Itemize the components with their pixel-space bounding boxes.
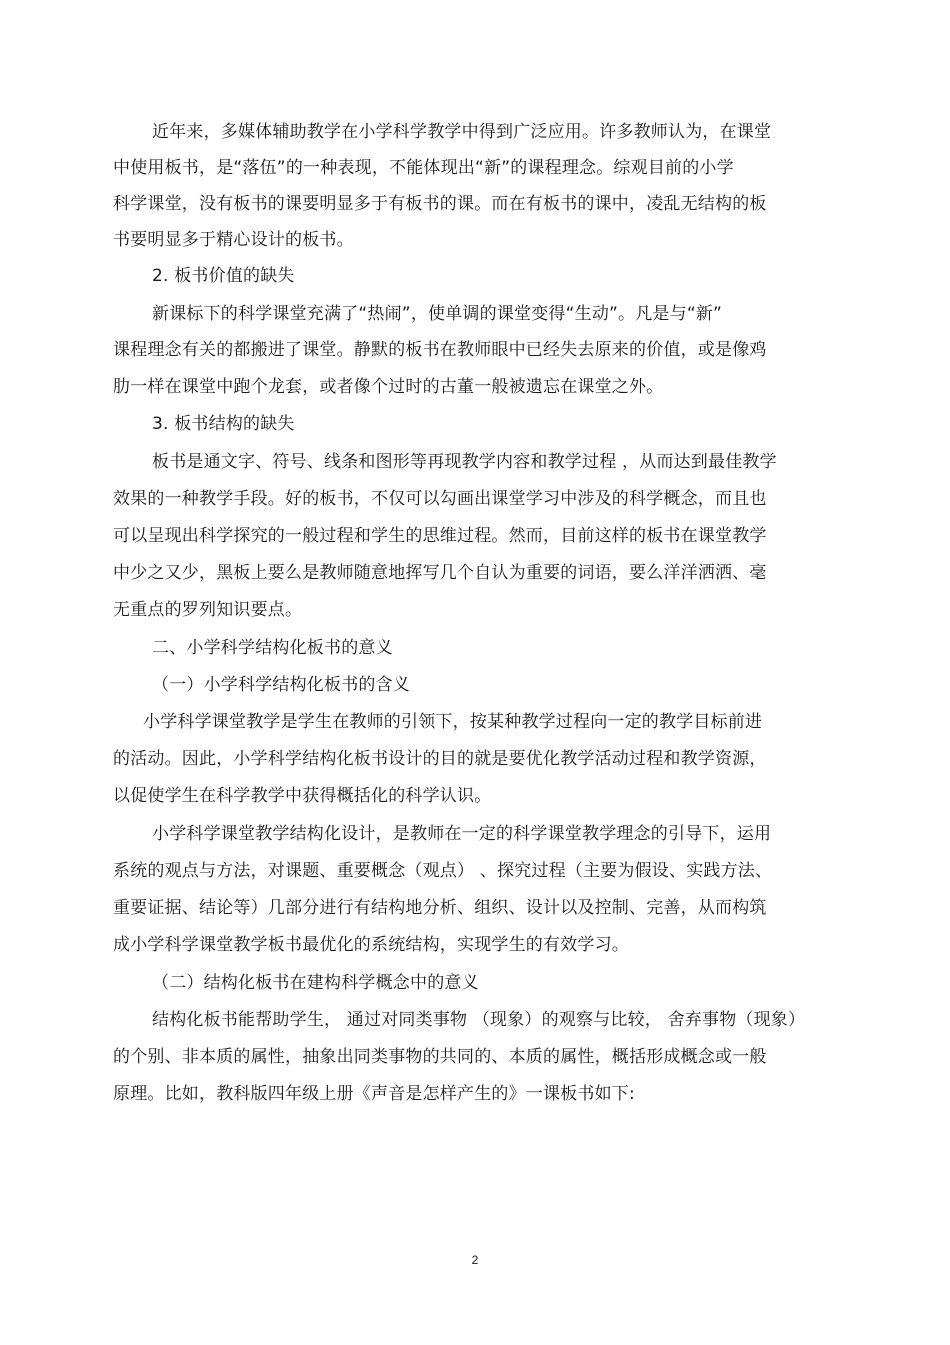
paragraph-line: 中使用板书，是“落伍”的一种表现，不能体现出“新”的课程理念。综观目前的小学 bbox=[113, 158, 734, 178]
subsection-heading: （一）小学科学结构化板书的含义 bbox=[152, 675, 410, 695]
paragraph-line: 板书是通文字、符号、线条和图形等再现教学内容和教学过程 ，从而达到最佳教学 bbox=[152, 452, 777, 472]
paragraph-line: 小学科学课堂教学是学生在教师的引领下，按某种教学过程向一定的教学目标前进 bbox=[143, 712, 763, 732]
section-heading: 二、小学科学结构化板书的意义 bbox=[152, 638, 393, 658]
paragraph-line: 成小学科学课堂教学板书最优化的系统结构，实现学生的有效学习。 bbox=[113, 935, 629, 955]
paragraph-line: 近年来，多媒体辅助教学在小学科学教学中得到广泛应用。许多教师认为，在课堂 bbox=[152, 122, 772, 142]
paragraph-line: 的活动。因此，小学科学结构化板书设计的目的就是要优化教学活动过程和教学资源， bbox=[113, 749, 767, 769]
paragraph-line: 重要证据、结论等）几部分进行有结构地分析、组织、设计以及控制、完善，从而构筑 bbox=[113, 898, 767, 918]
subsection-heading: （二）结构化板书在建构科学概念中的意义 bbox=[152, 973, 479, 993]
paragraph-line: 效果的一种教学手段。好的板书，不仅可以勾画出课堂学习中涉及的科学概念，而且也 bbox=[113, 489, 767, 509]
paragraph-line: 书要明显多于精心设计的板书。 bbox=[113, 230, 354, 250]
paragraph-line: 无重点的罗列知识要点。 bbox=[113, 600, 303, 620]
section-heading: 2. 板书价值的缺失 bbox=[152, 266, 295, 286]
paragraph-line: 课程理念有关的都搬进了课堂。静默的板书在教师眼中已经失去原来的价值，或是像鸡 bbox=[113, 340, 767, 360]
section-heading: 3. 板书结构的缺失 bbox=[152, 414, 295, 434]
page-number: 2 bbox=[471, 1253, 479, 1267]
paragraph-line: 系统的观点与方法，对课题、重要概念（观点） 、探究过程（主要为假设、实践方法、 bbox=[113, 861, 773, 881]
paragraph-line: 可以呈现出科学探究的一般过程和学生的思维过程。然而，目前这样的板书在课堂教学 bbox=[113, 526, 767, 546]
paragraph-line: 新课标下的科学课堂充满了“热闹”，使单调的课堂变得“生动”。凡是与“新” bbox=[152, 304, 723, 324]
paragraph-line: 以促使学生在科学教学中获得概括化的科学认识。 bbox=[113, 786, 492, 806]
paragraph-line: 中少之又少，黑板上要么是教师随意地挥写几个自认为重要的词语，要么洋洋洒洒、毫 bbox=[113, 563, 767, 583]
paragraph-line: 肋一样在课堂中跑个龙套，或者像个过时的古董一般被遗忘在课堂之外。 bbox=[113, 377, 664, 397]
paragraph-line: 结构化板书能帮助学生， 通过对同类事物 （现象）的观察与比较， 舍弃事物（现象） bbox=[152, 1010, 806, 1030]
paragraph-line: 原理。比如，教科版四年级上册《声音是怎样产生的》一课板书如下: bbox=[113, 1084, 635, 1104]
paragraph-line: 的个别、非本质的属性，抽象出同类事物的共同的、本质的属性，概括形成概念或一般 bbox=[113, 1047, 767, 1067]
paragraph-line: 科学课堂，没有板书的课要明显多于有板书的课。而在有板书的课中，凌乱无结构的板 bbox=[113, 194, 767, 214]
paragraph-line: 小学科学课堂教学结构化设计，是教师在一定的科学课堂教学理念的引导下，运用 bbox=[152, 824, 772, 844]
